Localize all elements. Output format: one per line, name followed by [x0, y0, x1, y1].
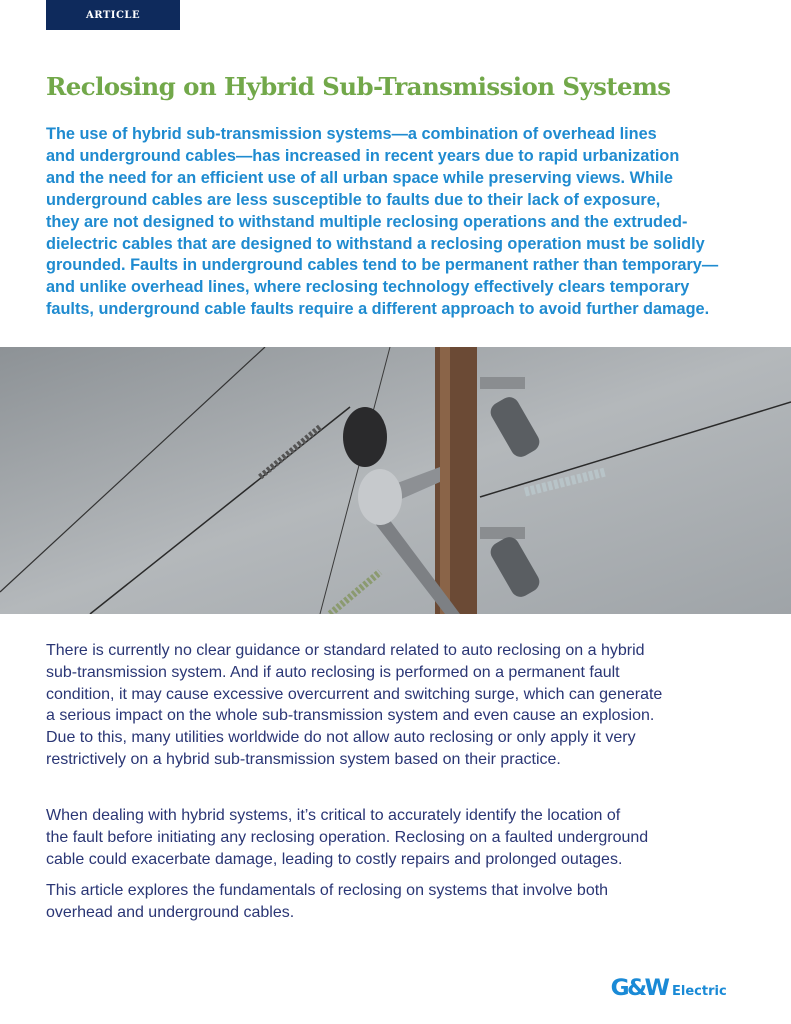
body-line: Due to this, many utilities worldwide do not allow auto reclosing or only apply it very [46, 729, 636, 747]
intro-line: underground cables are less susceptible to faults due to their lack of exposure, [46, 190, 661, 209]
body-line: sub-transmission system. And if auto reclosing is performed on a permanent fault [46, 663, 620, 681]
intro-line: grounded. Faults in underground cables tend to be permanent rather than temporary— [46, 256, 719, 275]
body-line: a serious impact on the whole sub-transmission system and even cause an explosion. [46, 707, 655, 725]
intro-line: they are not designed to withstand multiple reclosing operations and the extruded- [46, 212, 688, 231]
intro-line: and unlike overhead lines, where reclosing technology effectively clears temporary [46, 278, 690, 297]
body-paragraph-3 [46, 880, 608, 924]
body-line: the fault before initiating any reclosing operation. Reclosing on a faulted underground [46, 828, 649, 846]
utility-pole-photo [0, 347, 791, 614]
body-paragraph-1 [46, 640, 662, 771]
body-line: condition, it may cause excessive overcurrent and switching surge, which can generate [46, 685, 663, 703]
intro-line: dielectric cables that are designed to withstand a reclosing operation must be solidly [46, 234, 705, 253]
body-line: restrictively on a hybrid sub-transmission system based on their practice. [46, 750, 561, 768]
page-title: Reclosing on Hybrid Sub-Transmission Systems [46, 72, 671, 101]
logo-mark: G&W [610, 976, 668, 1001]
body-line: This article explores the fundamentals of reclosing on systems that involve both [46, 882, 609, 899]
gw-electric-logo [612, 976, 727, 1001]
article-tag: ARTICLE [46, 0, 180, 30]
body-paragraph-2 [46, 805, 648, 870]
logo-word: Electric [672, 984, 727, 999]
intro-line: faults, underground cable faults require a different approach to avoid further damage. [46, 300, 710, 319]
intro-line: and the need for an efficient use of all urban space while preserving views. While [46, 168, 673, 187]
body-line: cable could exacerbate damage, leading to costly repairs and prolonged outages. [46, 850, 623, 868]
body-line: When dealing with hybrid systems, it’s critical to accurately identify the location of [46, 807, 621, 824]
body-line: overhead and underground cables. [46, 903, 295, 921]
body-line: There is currently no clear guidance or standard related to auto reclosing on a hybrid [46, 642, 645, 659]
intro-paragraph [46, 124, 718, 321]
intro-line: and underground cables—has increased in recent years due to rapid urbanization [46, 146, 680, 165]
intro-line: The use of hybrid sub-transmission systems—a combination of overhead lines [46, 125, 657, 143]
